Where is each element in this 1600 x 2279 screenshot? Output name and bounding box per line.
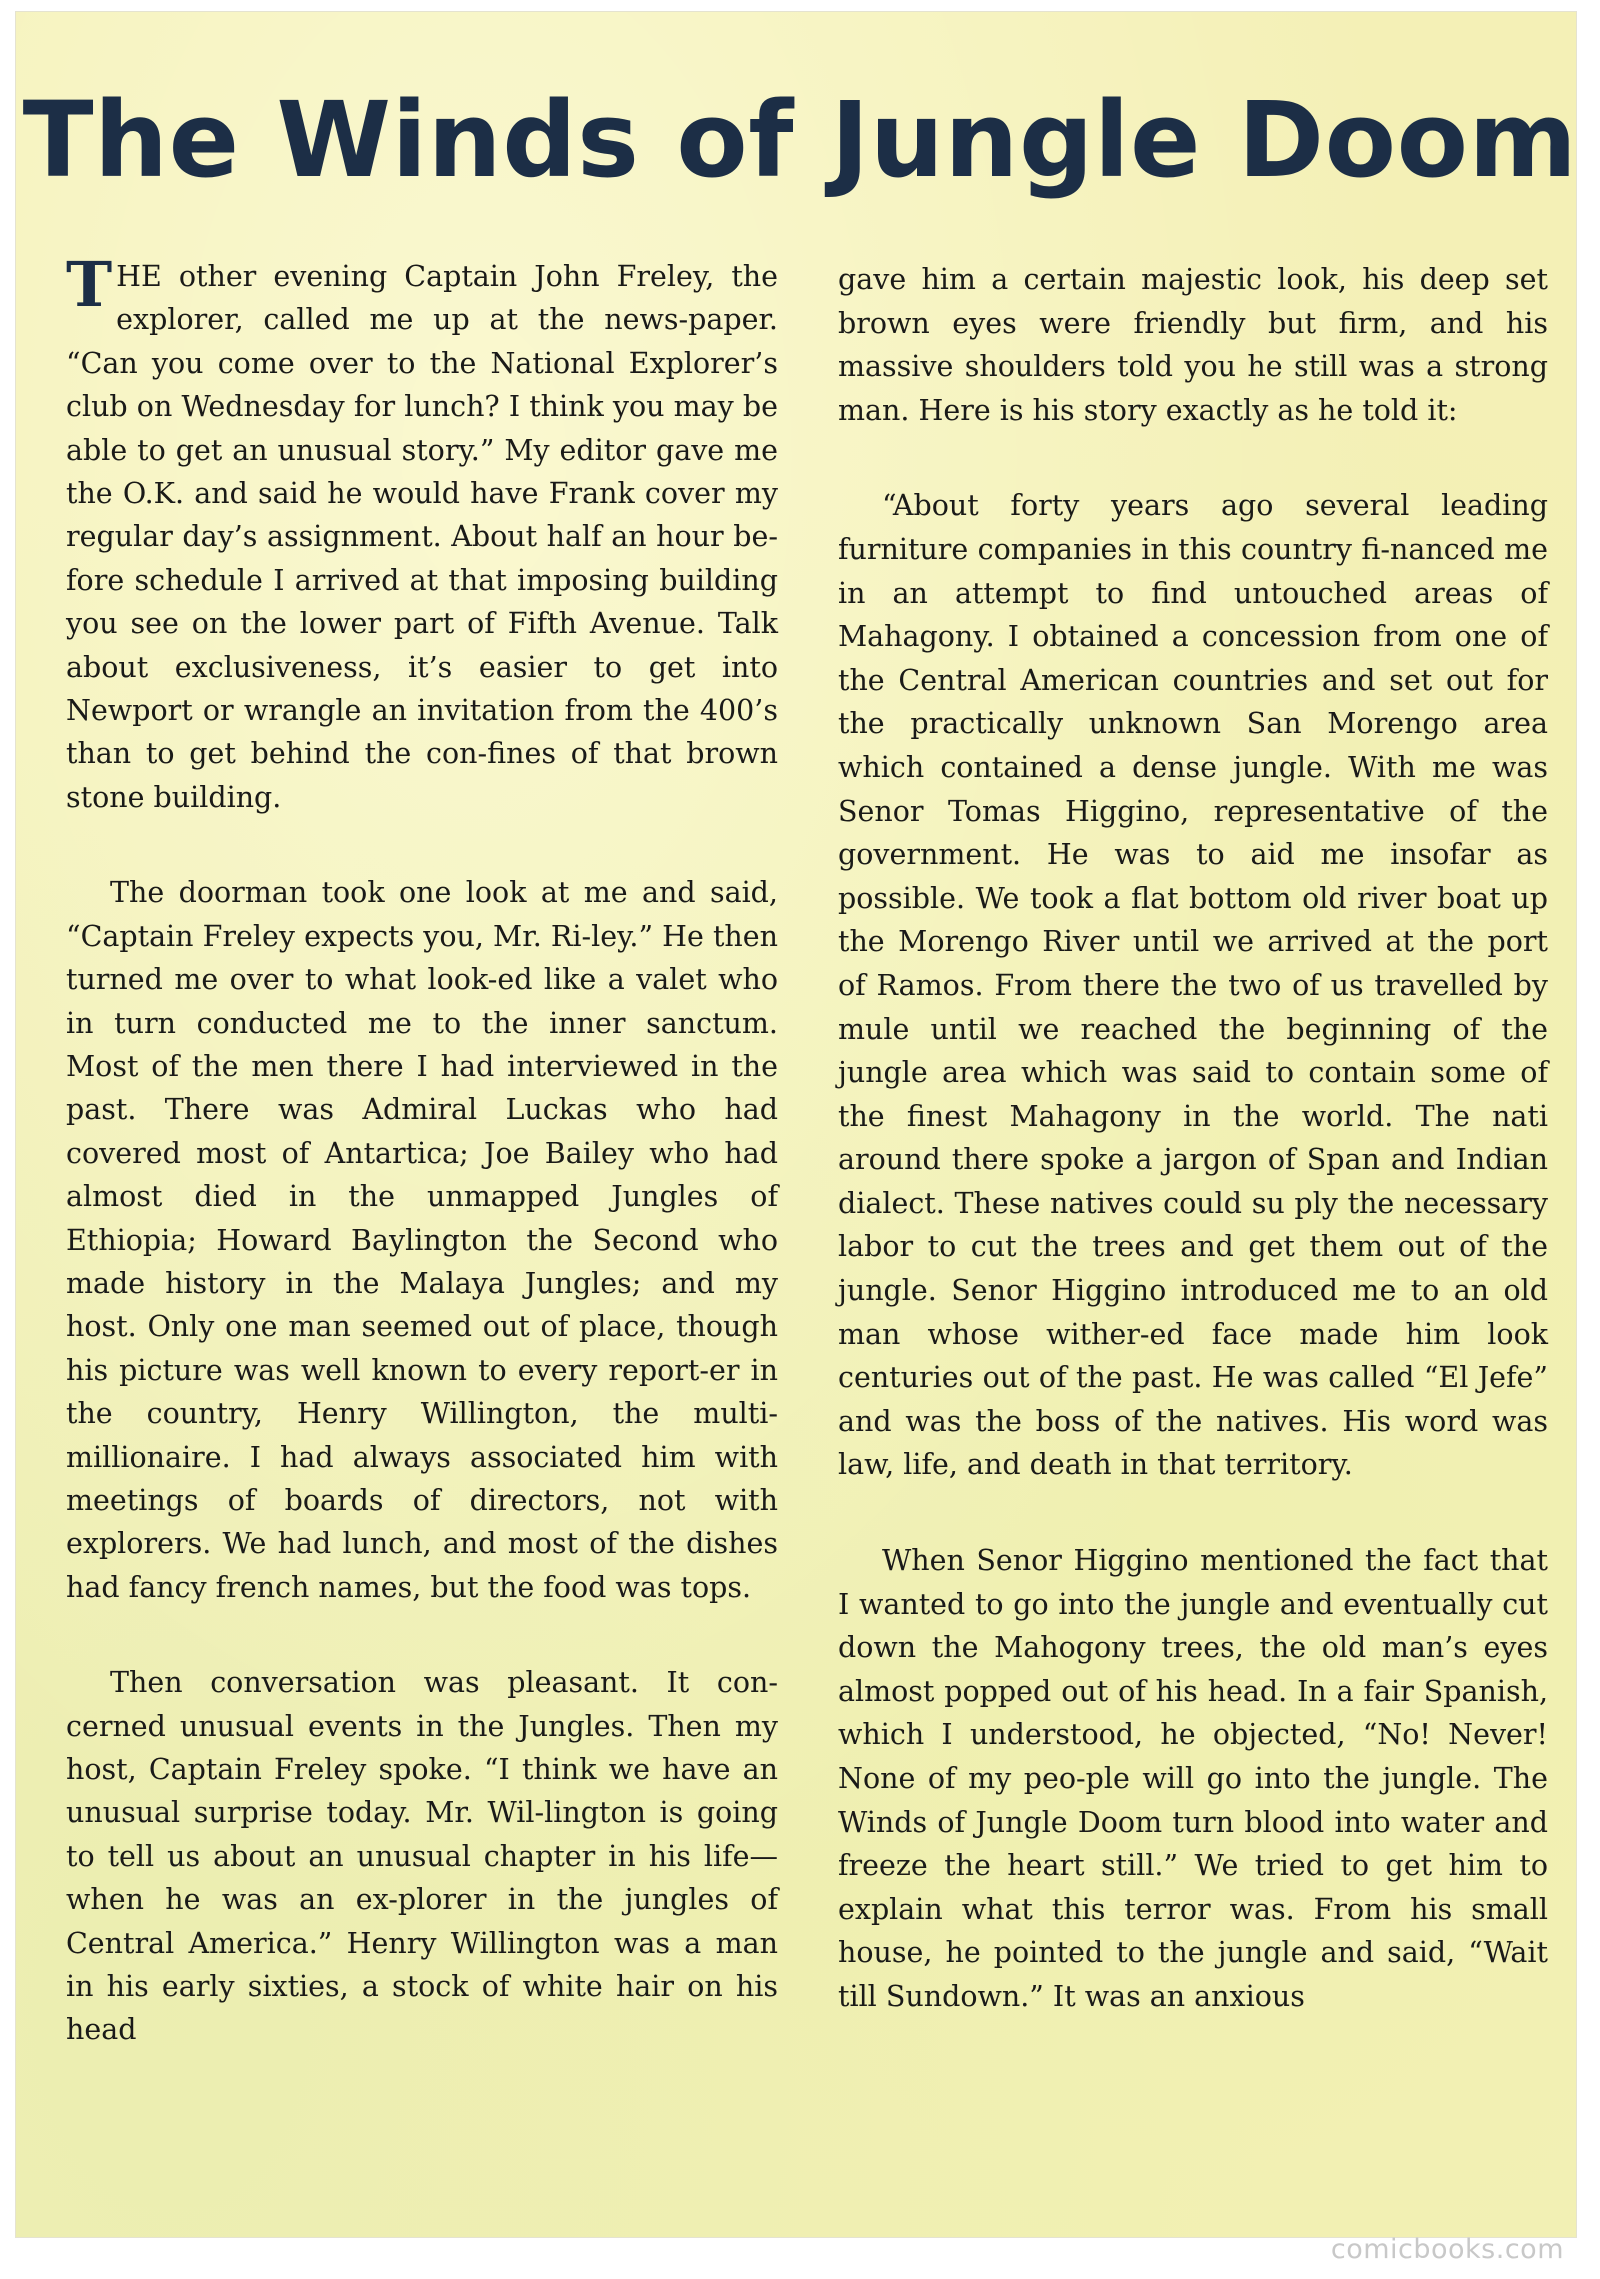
left-column (66, 248, 778, 2052)
left-paragraph-1 (66, 248, 778, 819)
right-paragraph-1: gave him a certain majestic look, his deep set brown eyes were friendly but firm, and his massive shoulders told you he still was a strong man. Here is his story exactly as he told it: (838, 263, 1548, 427)
left-paragraph-3: Then conversation was pleasant. It con-cerned unusual events in the Jungles. Then my host, Captain Freley spoke. “I think we have an unusual surprise today. Mr. Wil-lington is going to tell us about an unusual chapter in his life—when he was an ex-plorer in the jungles of Central America.” Henry Willington was a man in his early sixties, a stock of white hair on his head (66, 1666, 778, 2047)
right-column (838, 258, 1548, 2019)
right-paragraph-3: When Senor Higgino mentioned the fact that I wanted to go into the jungle and eventually cut down the Mahogony trees, the old man’s eyes almost popped out of his head. In a fair Spanish, which I understood, he objected, “No! Never! None of my peo-ple will go into the jungle. The Winds of Jungle Doom turn blood into water and freeze the heart still.” We tried to get him to explain what this terror was. From his small house, he pointed to the jungle and said, “Wait till Sundown.” It was an anxious (838, 1544, 1548, 2013)
left-paragraph-1-text: HE other evening Captain John Freley, the explorer, called me up at the news-paper. “Can you come over to the National Explorer’s club on Wednesday for lunch? I think you may be able to get an unusual story.” My editor gave me the O.K. and said he would have Frank cover my regular day’s assignment. About half an hour be-fore schedule I arrived at that imposing building you see on the lower part of Fifth Avenue. Talk about exclusiveness, it’s easier to get into Newport or wrangle an invitation from the 400’s than to get behind the con-fines of that brown stone building. (66, 260, 778, 814)
left-paragraph-2: The doorman took one look at me and said, “Captain Freley expects you, Mr. Ri-ley.” He then turned me over to what look-ed like a valet who in turn conducted me to the inner sanctum. Most of the men there I had interviewed in the past. There was Admiral Luckas who had covered most of Antartica; Joe Bailey who had almost died in the unmapped Jungles of Ethiopia; Howard Baylington the Second who made history in the Malaya Jungles; and my host. Only one man seemed out of place, though his picture was well known to every report-er in the country, Henry Willington, the multi-millionaire. I had always associated him with meetings of boards of directors, not with explorers. We had lunch, and most of the dishes had fancy french names, but the food was tops. (66, 876, 778, 1604)
drop-cap: T (66, 248, 113, 321)
right-paragraph-2: “About forty years ago several leading furniture companies in this country fi-nanced me in an attempt to find untouched areas of Mahagony. I obtained a concession from one of the Central American countries and set out for the practically unknown San Morengo area which contained a dense jungle. With me was Senor Tomas Higgino, representative of the government. He was to aid me insofar as possible. We took a flat bottom old river boat up the Morengo River until we arrived at the port of Ramos. From there the two of us travelled by mule until we reached the beginning of the jungle area which was said to contain some of the finest Mahagony in the world. The nati around there spoke a jargon of Span and Indian dialect. These natives could su ply the necessary labor to cut the trees and get them out of the jungle. Senor Higgino introduced me to an old man whose wither-ed face made him look centuries out of the past. He was called “El Jefe” and was the boss of the natives. His word was law, life, and death in that territory. (838, 489, 1548, 1482)
story-title: The Winds of Jungle Doom (22, 79, 1578, 201)
site-watermark: comicbooks.com (1330, 2234, 1564, 2265)
